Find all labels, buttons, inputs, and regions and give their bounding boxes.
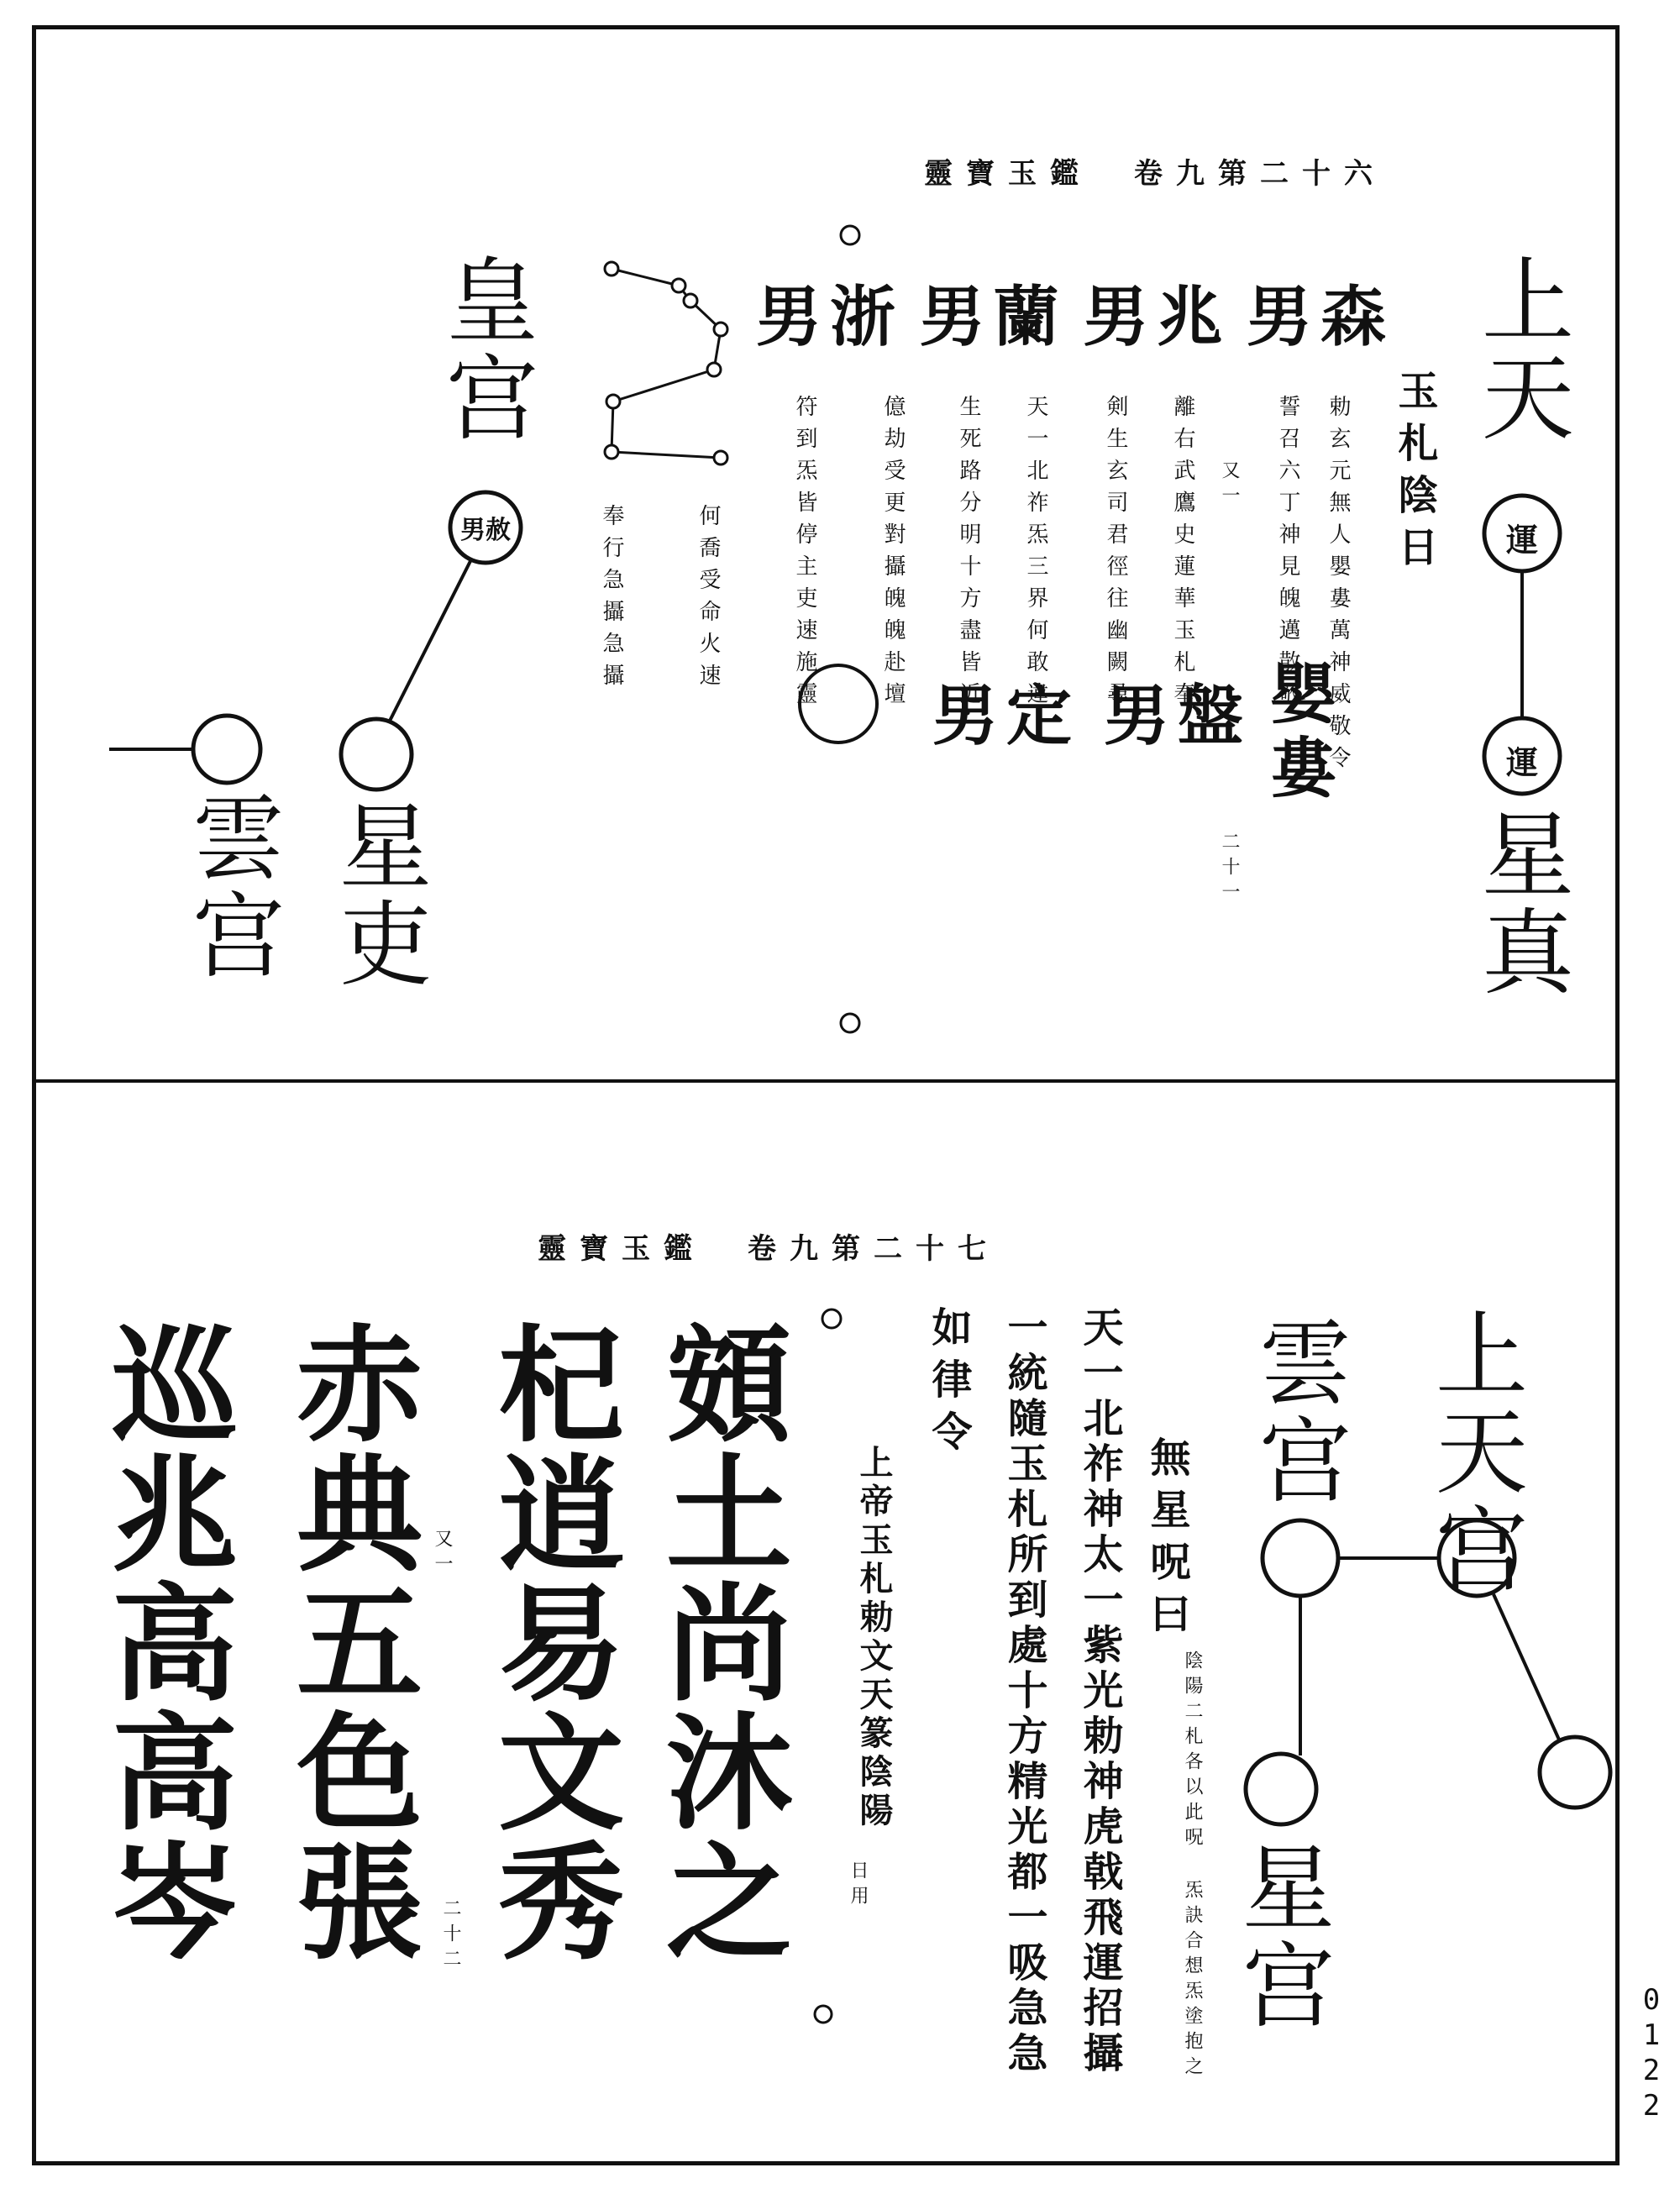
top-note-a: 又一: [1219, 460, 1240, 511]
big-glyph: 男定: [932, 678, 1081, 754]
big-glyph: 男浙: [756, 279, 905, 355]
big-glyph: 男森: [1246, 279, 1394, 355]
fu-circle: [1540, 1737, 1610, 1808]
fu-circle-label: 男赦: [460, 516, 511, 545]
bottom-talisman-3: 星宫: [1227, 1839, 1335, 2034]
top-right-talisman: 上天: [1467, 252, 1574, 447]
top-text-col-6: 生死路分明十方盡皆近: [956, 395, 981, 714]
top-left-col-1: 何喬受命火速: [696, 504, 721, 695]
fu-circle: [1246, 1754, 1316, 1824]
bottom-title: 無星呪曰: [1143, 1436, 1190, 1645]
fu-circle-label: 運: [1506, 521, 1539, 559]
fu-circle: [1263, 1520, 1338, 1596]
constellation-diagram: [605, 262, 727, 464]
big-glyph: 男盤: [1103, 678, 1252, 754]
top-left-talisman-2: 星吏: [324, 798, 432, 993]
bottom-title-note: 陰陽二札各以此呪 炁訣合想炁塗抱之: [1182, 1651, 1203, 2081]
bottom-text-col-4-note: 日用: [848, 1860, 869, 1911]
bottom-seal-col-1: 頞土尚沐之: [644, 1319, 792, 1965]
bottom-seal-col-4: 巡兆高高岑: [90, 1319, 238, 1965]
top-left-talisman: 皇宫: [431, 252, 538, 447]
top-big-glyph-row-b: [932, 664, 1252, 756]
small-circle-mark: [841, 1014, 859, 1032]
page-number: 0 1 2 2: [1642, 1983, 1661, 2123]
top-page-header: 靈寶玉鑑 卷九第二十六: [924, 157, 1386, 191]
bottom-page-header: 靈寶玉鑑 卷九第二十七: [538, 1232, 1000, 1266]
small-circle-mark: [815, 2006, 832, 2023]
big-glyph: 男兆: [1083, 279, 1231, 355]
bottom-note-b: 二十二: [440, 1898, 461, 1974]
bottom-note-a: 又一: [432, 1529, 453, 1579]
fu-circle: [341, 719, 412, 790]
bottom-text-col-2: 一統隨玉札所到處十方精光都一吸急急: [1000, 1306, 1047, 2077]
top-right-talisman-lower: 星真: [1467, 806, 1574, 1001]
top-text-col-4: 剣生玄司君徑往幽闕尋: [1103, 395, 1128, 714]
top-text-col-8: 符到炁皆停主吏速施靈: [792, 395, 817, 714]
bottom-seal-col-3: 赤典五色張: [275, 1319, 423, 1965]
top-note-b: 二十一: [1219, 832, 1240, 907]
small-circle-mark: [841, 226, 859, 244]
big-glyph: 男蘭: [919, 279, 1068, 355]
top-big-glyph: 嬰婁: [1259, 659, 1336, 807]
top-title: 玉札陰日: [1391, 370, 1438, 578]
top-left-talisman-3: 雲宫: [177, 790, 285, 984]
bottom-text-col-4: 上帝玉札勅文天篆陰陽: [854, 1445, 894, 1831]
top-text-col-5: 天一北祚炁三界何敢違: [1023, 395, 1048, 714]
fu-circle-label: 運: [1506, 743, 1539, 781]
top-big-glyph-row-a: [756, 265, 1394, 357]
bottom-text-col-3: 如律令: [925, 1306, 972, 1462]
fu-circle: [193, 716, 260, 783]
bottom-seal-col-2: 杞逍易文秀: [476, 1319, 624, 1965]
small-circle-mark: [822, 1309, 841, 1328]
bottom-talisman-2: 雲宫: [1244, 1315, 1352, 1509]
bottom-talisman-1: 上天宫: [1420, 1306, 1528, 1598]
top-left-col-2: 奉行急攝急攝: [599, 504, 624, 695]
bottom-text-col-1: 天一北祚神太一紫光勅神虎戟飛運招攝: [1076, 1306, 1123, 2077]
top-text-col-2: 誓召六丁神見魄邁散敬: [1275, 395, 1300, 714]
top-text-col-1: 勅玄元無人嬰婁萬神威敬令: [1326, 395, 1351, 778]
top-text-col-7: 億劫受更對攝魄魄赴壇: [880, 395, 906, 714]
top-text-col-3: 離右武鷹史蓮華玉札奉: [1170, 395, 1195, 714]
